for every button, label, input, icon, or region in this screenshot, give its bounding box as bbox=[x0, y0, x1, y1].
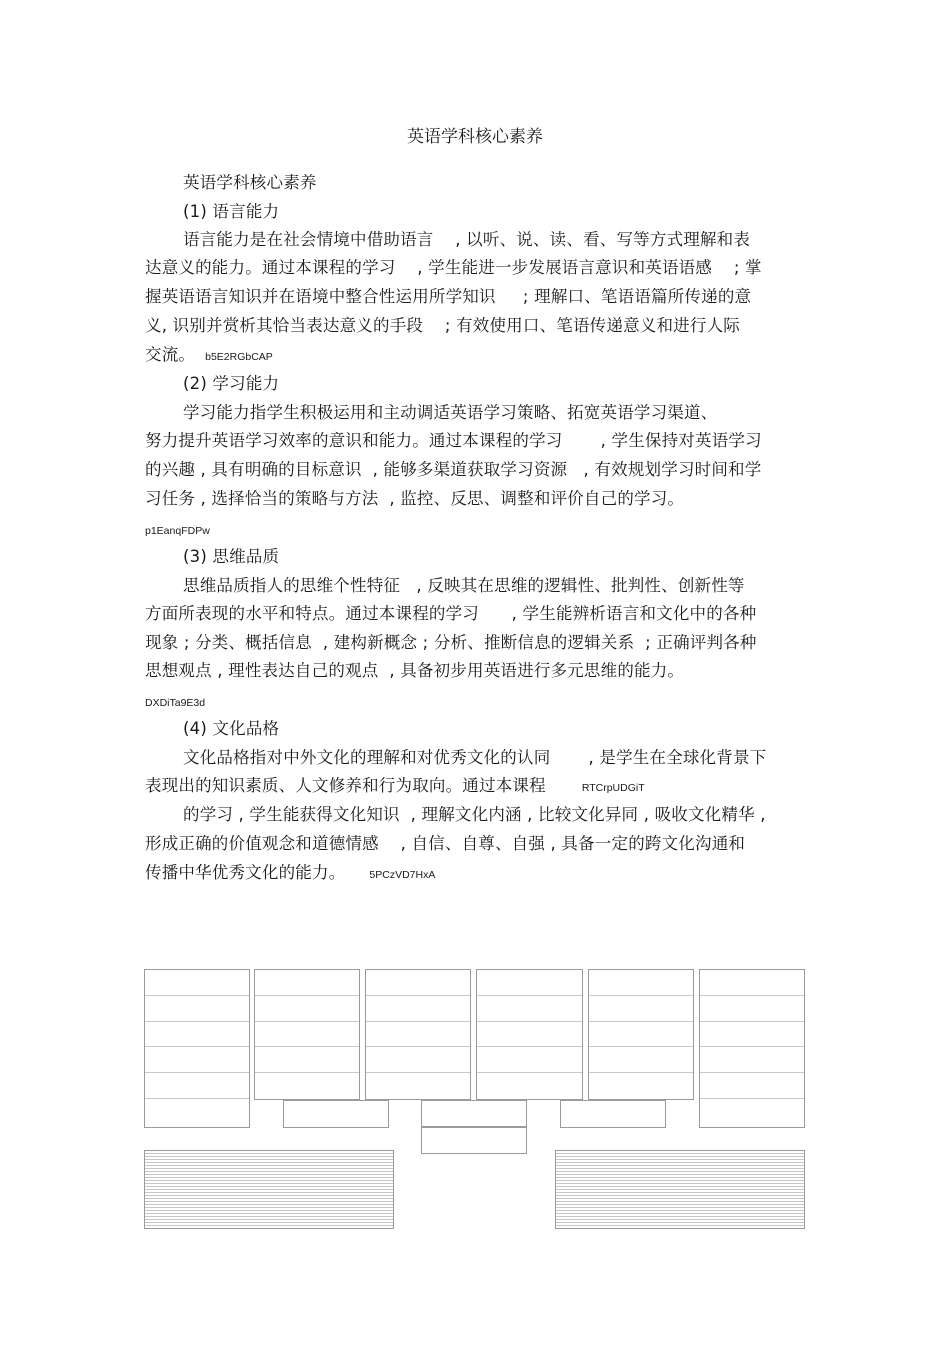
grid-column bbox=[699, 969, 805, 1128]
paragraph-line: 握英语语言知识并在语境中整合性运用所学知识 ; 理解口、笔语语篇所传递的意 bbox=[145, 287, 752, 306]
section-2-heading: (2) 学习能力 bbox=[183, 374, 280, 393]
paragraph-line bbox=[145, 344, 273, 368]
grid-cell bbox=[421, 1100, 527, 1128]
code-text: DXDiTa9E3d bbox=[145, 697, 206, 709]
grid-cell bbox=[560, 1100, 666, 1128]
lined-block bbox=[144, 1150, 394, 1229]
code-text: p1EanqFDPw bbox=[145, 525, 210, 537]
paragraph-line: 语言能力是在社会情境中借助语言 , 以听、说、读、看、写等方式理解和表 bbox=[183, 230, 751, 249]
section-4-heading: (4) 文化品格 bbox=[183, 719, 280, 738]
section-1-heading: (1) 语言能力 bbox=[183, 202, 280, 221]
paragraph-line: 的兴趣 , 具有明确的目标意识 , 能够多渠道获取学习资源 , 有效规划学习时间和学 bbox=[145, 460, 762, 479]
grid-column bbox=[254, 969, 360, 1100]
paragraph-line: 方面所表现的水平和特点。通过本课程的学习 , 学生能辨析语言和文化中的各种 bbox=[145, 604, 757, 623]
paragraph-text: 表现出的知识素质、人文修养和行为取向。通过本课程 bbox=[145, 776, 546, 795]
paragraph-line bbox=[145, 775, 645, 799]
section-3-heading: (3) 思维品质 bbox=[183, 547, 280, 566]
grid-column bbox=[476, 969, 583, 1100]
code-text: 5PCzVD7HxA bbox=[369, 869, 436, 881]
paragraph-line: 现象 ; 分类、概括信息 , 建构新概念 ; 分析、推断信息的逻辑关系 ; 正确评判各种 bbox=[145, 633, 757, 652]
paragraph-line: 形成正确的价值观念和道德情感 , 自信、自尊、自强 , 具备一定的跨文化沟通和 bbox=[145, 834, 746, 853]
paragraph-line: 义, 识别并赏析其恰当表达意义的手段 ; 有效使用口、笔语传递意义和进行人际 bbox=[145, 316, 740, 335]
paragraph-line: 达意义的能力。通过本课程的学习 , 学生能进一步发展语言意识和英语语感 ; 掌 bbox=[145, 258, 762, 277]
lined-block bbox=[555, 1150, 805, 1229]
grid-column bbox=[144, 969, 250, 1128]
grid-column bbox=[365, 969, 471, 1100]
code-text: b5E2RGbCAP bbox=[205, 351, 273, 363]
paragraph-line: 学习能力指学生积极运用和主动调适英语学习策略、拓宽英语学习渠道、 bbox=[183, 403, 718, 422]
paragraph-line bbox=[145, 862, 435, 886]
subtitle: 英语学科核心素养 bbox=[183, 173, 317, 192]
paragraph-text: 交流。 bbox=[145, 345, 196, 364]
paragraph-line: 努力提升英语学习效率的意识和能力。通过本课程的学习 , 学生保持对英语学习 bbox=[145, 431, 762, 450]
grid-cell bbox=[421, 1126, 527, 1154]
paragraph-line: 思想观点 , 理性表达自己的观点 , 具备初步用英语进行多元思维的能力。 bbox=[145, 661, 685, 680]
grid-cell bbox=[283, 1100, 389, 1128]
grid-column bbox=[588, 969, 694, 1100]
document-title: 英语学科核心素养 bbox=[407, 127, 543, 147]
paragraph-line: 思维品质指人的思维个性特征 , 反映其在思维的逻辑性、批判性、创新性等 bbox=[183, 576, 745, 595]
code-text: RTCrpUDGiT bbox=[581, 782, 645, 794]
paragraph-line: 习任务 , 选择恰当的策略与方法 , 监控、反思、调整和评价自己的学习。 bbox=[145, 489, 685, 508]
paragraph-line: 的学习 , 学生能获得文化知识 , 理解文化内涵 , 比较文化异同 , 吸收文化精华 , bbox=[183, 805, 766, 824]
paragraph-text: 传播中华优秀文化的能力。 bbox=[145, 863, 346, 882]
paragraph-line: 文化品格指对中外文化的理解和对优秀文化的认同 , 是学生在全球化背景下 bbox=[183, 748, 767, 767]
